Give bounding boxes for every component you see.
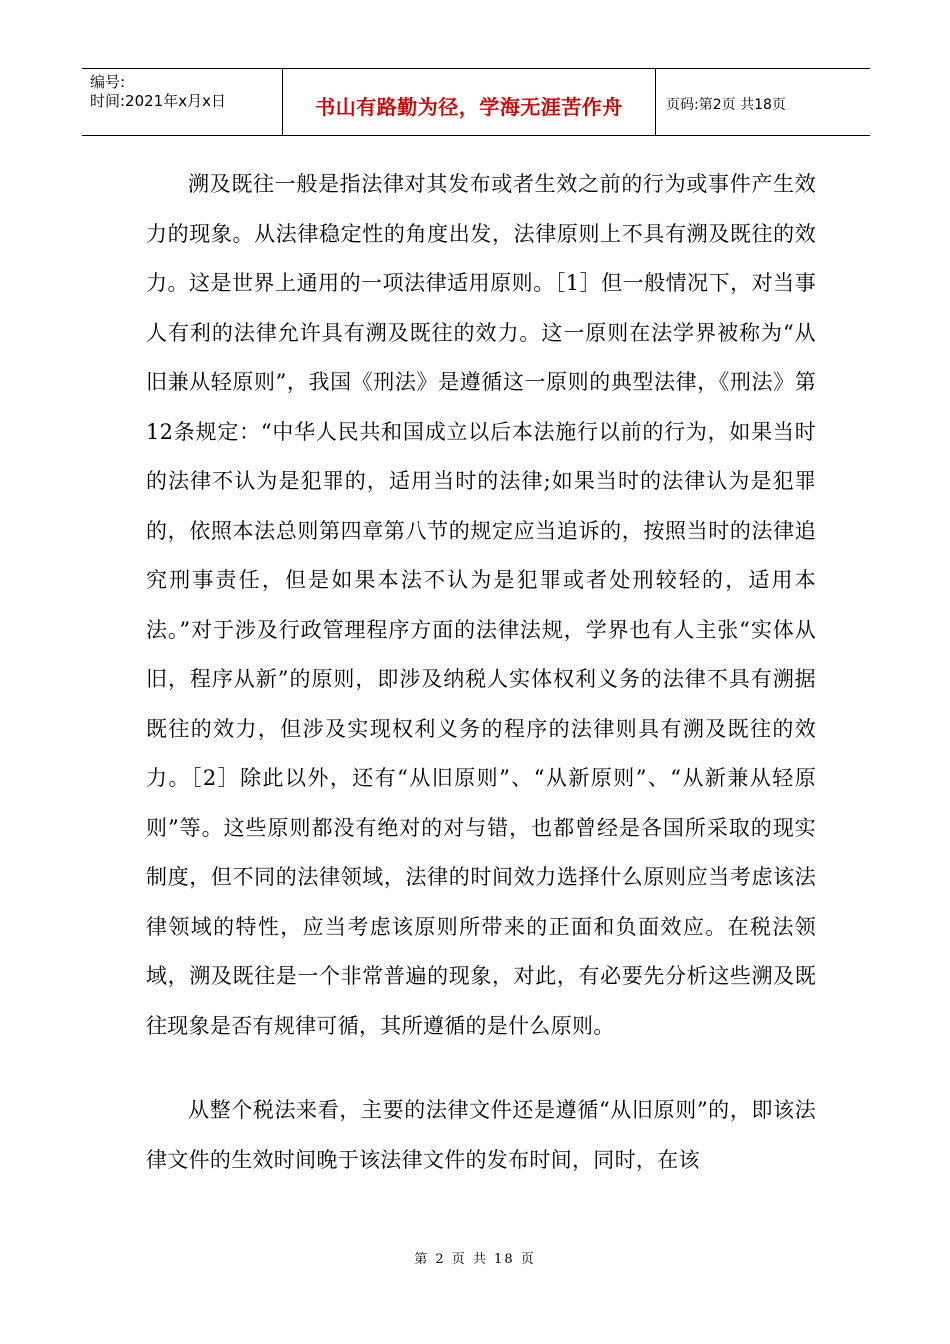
header-info-cell [82,69,283,135]
header-motto: 书山有路勤为径，学海无涯苦作舟 [315,94,623,119]
header-page-number: 页码:第2页 共18页 [666,97,786,113]
document-date-label: 时间:2021年x月x日 [90,92,226,110]
document-header [82,68,870,136]
document-body [146,160,816,1185]
body-paragraph: 从整个税法来看，主要的法律文件还是遵循“从旧原则”的，即该法律文件的生效时间晚于该法律文件的发布时间，同时，在该 [146,1098,816,1172]
header-page-cell [656,69,870,135]
body-paragraph: 溯及既往一般是指法律对其发布或者生效之前的行为或事件产生效力的现象。从法律稳定性的角度出发，法律原则上不具有溯及既往的效力。这是世界上通用的一项法律适用原则。［1］但一般情况下，对当事人有利的法律允许具有溯及既往的效力。这一原则在法学界被称为“从旧兼从轻原则”，我国《刑法》是遵循这一原则的典型法律，《刑法》第12条规定：“中华人民共和国成立以后本法施行以前的行为，如果当时的法律不认为是犯罪的，适用当时的法律;如果当时的法律认为是犯罪的，依照本法总则第四章第八节的规定应当追诉的，按照当时的法律追究刑事责任，但是如果本法不认为是犯罪或者处刑较轻的，适用本法。”对于涉及行政管理程序方面的法律法规，学界也有人主张“实体从旧，程序从新”的原则，即涉及纳税人实体权利义务的法律不具有溯据既往的效力，但涉及实现权利义务的程序的法律则具有溯及既往的效力。［2］除此以外，还有“从旧原则”、“从新原则”、“从新兼从轻原则”等。这些原则都没有绝对的对与错，也都曾经是各国所采取的现实制度，但不同的法律领域，法律的时间效力选择什么原则应当考虑该法律领域的特性，应当考虑该原则所带来的正面和负面效应。在税法领域，溯及既往是一个非常普遍的现象，对此，有必要先分析这些溯及既往现象是否有规律可循，其所遵循的是什么原则。 [146,172,816,1038]
document-number-label: 编号: [90,73,126,91]
page-footer: 第 2 页 共 18 页 [414,1252,536,1267]
header-motto-cell [283,69,656,135]
